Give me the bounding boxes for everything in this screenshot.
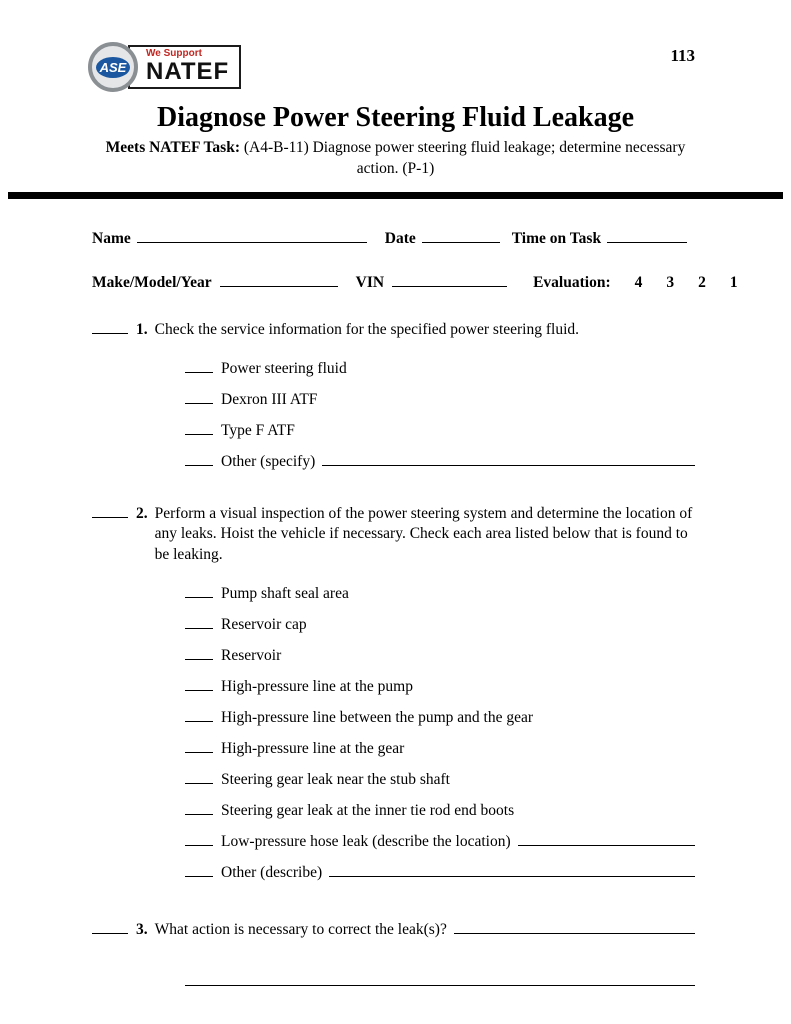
list-item xyxy=(185,736,695,758)
check-blank[interactable] xyxy=(185,612,213,629)
list-item xyxy=(185,767,695,789)
list-item xyxy=(185,388,695,410)
vehicle-row xyxy=(92,270,738,292)
task-3-number: 3. xyxy=(136,921,148,939)
check-blank[interactable] xyxy=(185,643,213,660)
other-describe-field[interactable] xyxy=(329,860,695,877)
list-item xyxy=(185,798,695,820)
item-label: High-pressure line at the gear xyxy=(221,739,405,757)
check-blank[interactable] xyxy=(185,419,213,436)
task-1-items xyxy=(185,357,695,472)
check-blank[interactable] xyxy=(185,357,213,374)
item-label: Power steering fluid xyxy=(221,360,347,378)
logo-tagline: We Support xyxy=(146,47,202,59)
page-number: 113 xyxy=(670,46,695,65)
list-item xyxy=(185,705,695,727)
item-label: Steering gear leak at the inner tie rod end boots xyxy=(221,801,515,819)
page-title: Diagnose Power Steering Fluid Leakage xyxy=(156,102,634,133)
check-blank[interactable] xyxy=(185,388,213,405)
leak-location-field[interactable] xyxy=(518,829,695,846)
evaluation-label: Evaluation: xyxy=(533,273,611,291)
make-model-year-label: Make/Model/Year xyxy=(92,273,212,291)
page-header xyxy=(0,0,791,92)
item-label: Steering gear leak near the stub shaft xyxy=(221,770,450,788)
item-label: Reservoir xyxy=(221,646,282,664)
item-label: Reservoir cap xyxy=(221,615,307,633)
natef-logo-box xyxy=(128,45,241,90)
check-blank[interactable] xyxy=(185,736,213,753)
date-label: Date xyxy=(384,230,416,248)
item-label: High-pressure line at the pump xyxy=(221,677,413,695)
date-field[interactable] xyxy=(422,227,500,244)
list-item xyxy=(185,357,695,379)
time-on-task-label: Time on Task xyxy=(511,230,602,248)
check-blank[interactable] xyxy=(185,829,213,846)
task-3-complete-blank[interactable] xyxy=(92,918,128,935)
task-2-text: Perform a visual inspection of the power steering system and determine the location of any leaks. Hoist the vehicle if necessary. Check each area listed below that is found to be leaking. xyxy=(154,504,693,563)
check-blank[interactable] xyxy=(185,705,213,722)
time-on-task-field[interactable] xyxy=(607,227,687,244)
task-2-items xyxy=(185,581,695,882)
list-item xyxy=(185,581,695,603)
make-model-year-field[interactable] xyxy=(220,270,338,287)
task-1 xyxy=(92,318,695,341)
logo-name: NATEF xyxy=(146,58,230,86)
meets-label: Meets NATEF Task: xyxy=(105,139,240,156)
answer-line[interactable] xyxy=(185,1014,695,1024)
divider-rule xyxy=(8,192,783,199)
check-blank[interactable] xyxy=(185,581,213,598)
item-label: High-pressure line between the pump and the gear xyxy=(221,708,534,726)
item-label: Pump shaft seal area xyxy=(221,584,349,602)
meets-natef-task xyxy=(0,138,791,180)
check-blank[interactable] xyxy=(185,767,213,784)
name-label: Name xyxy=(92,230,131,248)
list-item xyxy=(185,419,695,441)
evaluation-score-2[interactable]: 2 xyxy=(698,273,706,291)
item-label: Other (specify) xyxy=(221,453,316,471)
check-blank[interactable] xyxy=(185,674,213,691)
evaluation-score-3[interactable]: 3 xyxy=(666,273,675,291)
task-3-text: What action is necessary to correct the leak(s)? xyxy=(154,921,447,939)
check-blank[interactable] xyxy=(185,860,213,877)
task-3 xyxy=(92,918,695,941)
ase-key-icon xyxy=(88,42,138,92)
ase-logo-icon: ASE xyxy=(96,57,130,78)
task-1-number: 1. xyxy=(136,321,148,339)
list-item xyxy=(185,450,695,472)
evaluation-score-4[interactable]: 4 xyxy=(634,273,643,291)
task-2-complete-blank[interactable] xyxy=(92,501,128,518)
list-item xyxy=(185,829,695,851)
task-1-complete-blank[interactable] xyxy=(92,318,128,335)
name-field[interactable] xyxy=(137,227,367,244)
item-label: Type F ATF xyxy=(221,422,295,440)
check-blank[interactable] xyxy=(185,798,213,815)
item-label: Dexron III ATF xyxy=(221,391,318,409)
other-specify-field[interactable] xyxy=(322,450,695,467)
identity-row xyxy=(92,227,695,249)
evaluation-score-1[interactable]: 1 xyxy=(729,273,738,291)
corrective-action-field[interactable] xyxy=(454,918,695,935)
natef-logo xyxy=(88,42,241,92)
task-1-text: Check the service information for the specified power steering fluid. xyxy=(154,321,580,339)
vin-label: VIN xyxy=(355,273,385,291)
vin-field[interactable] xyxy=(392,270,507,287)
list-item xyxy=(185,860,695,882)
meets-text-line2: action. (P-1) xyxy=(356,159,435,177)
list-item xyxy=(185,674,695,696)
check-blank[interactable] xyxy=(185,450,213,467)
item-label: Low-pressure hose leak (describe the location) xyxy=(221,832,511,850)
item-label: Other (describe) xyxy=(221,863,323,881)
meets-text-line1: (A4-B-11) Diagnose power steering fluid leakage; determine necessary xyxy=(243,139,686,156)
task-2 xyxy=(92,501,695,565)
answer-line[interactable] xyxy=(185,969,695,986)
task-2-number: 2. xyxy=(136,504,148,522)
list-item xyxy=(185,612,695,634)
list-item xyxy=(185,643,695,665)
